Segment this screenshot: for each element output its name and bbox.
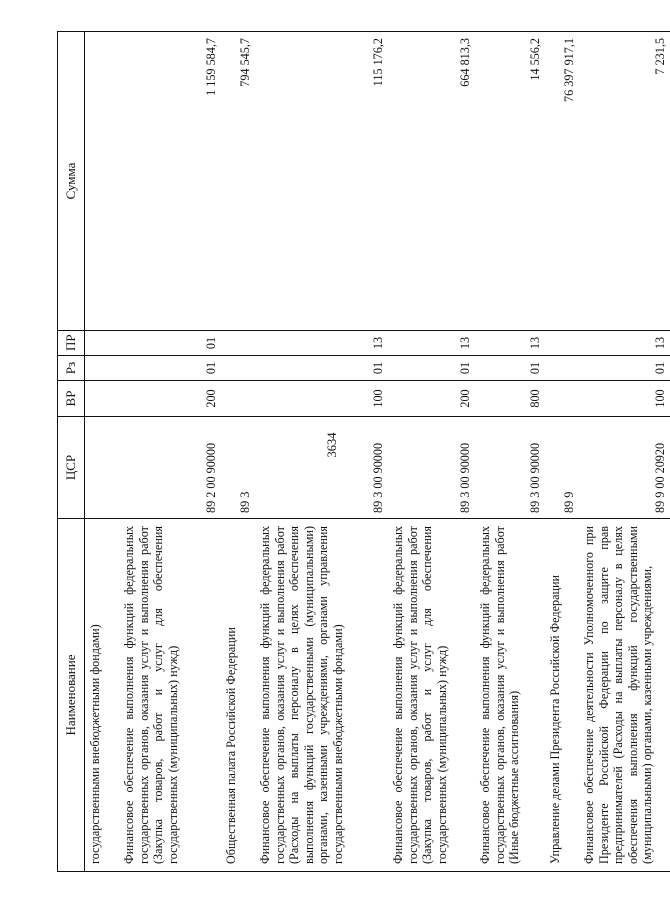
rotated-table-container — [57, 32, 668, 872]
cell-pr: 01 — [119, 331, 221, 356]
cell-name: Финансовое обеспечение выполнения функций федеральных государственных органов, оказания услуг и выполнения работ (Закупка товаров, работ и услуг для обеспечения государственных (муниципальных) нужд) — [388, 519, 475, 872]
cell-name: государственными внебюджетными фондами) — [85, 519, 120, 872]
cell-pr: 13 — [255, 331, 388, 356]
table-row — [255, 32, 388, 872]
header-name: Наименование — [58, 519, 85, 872]
table-row — [388, 32, 475, 872]
cell-pr: 13 — [579, 331, 670, 356]
header-csr: ЦСР — [58, 417, 85, 519]
cell-rz — [85, 356, 120, 381]
cell-csr: 89 9 — [545, 417, 579, 519]
cell-csr: 89 3 — [221, 417, 255, 519]
cell-sum: 76 397 917,1 — [545, 32, 579, 331]
header-vr: ВР — [58, 381, 85, 417]
cell-pr — [545, 331, 579, 356]
cell-name: Общественная палата Российской Федерации — [221, 519, 255, 872]
cell-pr — [85, 331, 120, 356]
cell-vr: 100 — [579, 381, 670, 417]
cell-rz: 01 — [475, 356, 545, 381]
header-rz: Рз — [58, 356, 85, 381]
cell-sum: 794 545,7 — [221, 32, 255, 331]
cell-sum: 7 231,5 — [579, 32, 670, 331]
table-header — [58, 32, 85, 872]
table-row — [85, 32, 120, 872]
table-body — [85, 32, 670, 872]
cell-rz: 01 — [579, 356, 670, 381]
cell-vr: 800 — [475, 381, 545, 417]
cell-csr: 89 3 00 90000 — [255, 417, 388, 519]
cell-vr — [545, 381, 579, 417]
cell-sum: 1 159 584,7 — [119, 32, 221, 331]
budget-table — [57, 31, 670, 872]
cell-rz — [545, 356, 579, 381]
table-row — [475, 32, 545, 872]
table-row — [545, 32, 579, 872]
header-sum: Сумма — [58, 32, 85, 331]
cell-csr: 89 3 00 90000 — [475, 417, 545, 519]
table-row — [579, 32, 670, 872]
cell-name: Финансовое обеспечение деятельности Уполномоченного при Президенте Российской Федерации по защите прав предпринимателей (Расходы на выплаты персоналу в целях обеспечения выполнения функций государственными (муниципальными) органами, казенными учреждениями, — [579, 519, 670, 872]
cell-vr: 100 — [255, 381, 388, 417]
cell-name: Управление делами Президента Российской Федерации — [545, 519, 579, 872]
cell-sum: 14 556,2 — [475, 32, 545, 331]
cell-name: Финансовое обеспечение выполнения функций федеральных государственных органов, оказания услуг и выполнения работ (Иные бюджетные ассигнования) — [475, 519, 545, 872]
cell-vr: 200 — [388, 381, 475, 417]
cell-vr — [221, 381, 255, 417]
cell-sum: 664 813,3 — [388, 32, 475, 331]
page-number: 3634 — [325, 432, 339, 458]
table-row — [221, 32, 255, 872]
header-row — [58, 32, 85, 872]
cell-rz: 01 — [255, 356, 388, 381]
table-row — [119, 32, 221, 872]
cell-csr: 89 9 00 20920 — [579, 417, 670, 519]
cell-csr — [85, 417, 120, 519]
cell-rz: 01 — [119, 356, 221, 381]
cell-pr — [221, 331, 255, 356]
cell-name: Финансовое обеспечение выполнения функций федеральных государственных органов, оказания услуг и выполнения работ (Закупка товаров, работ и услуг для обеспечения государственных (муниципальных) нужд) — [119, 519, 221, 872]
cell-sum — [85, 32, 120, 331]
cell-rz: 01 — [388, 356, 475, 381]
cell-sum: 115 176,2 — [255, 32, 388, 331]
cell-vr: 200 — [119, 381, 221, 417]
cell-pr: 13 — [388, 331, 475, 356]
cell-name: Финансовое обеспечение выполнения функций федеральных государственных органов, оказания услуг и выполнения работ (Расходы на выплаты персоналу в целях обеспечения выполнения функций государственными (муниципальными) органами, казенными учреждениями, органами управления государственными внебюджетными фондами) — [255, 519, 388, 872]
header-pr: ПР — [58, 331, 85, 356]
cell-vr — [85, 381, 120, 417]
cell-rz — [221, 356, 255, 381]
cell-csr: 89 3 00 90000 — [388, 417, 475, 519]
cell-pr: 13 — [475, 331, 545, 356]
cell-csr: 89 2 00 90000 — [119, 417, 221, 519]
